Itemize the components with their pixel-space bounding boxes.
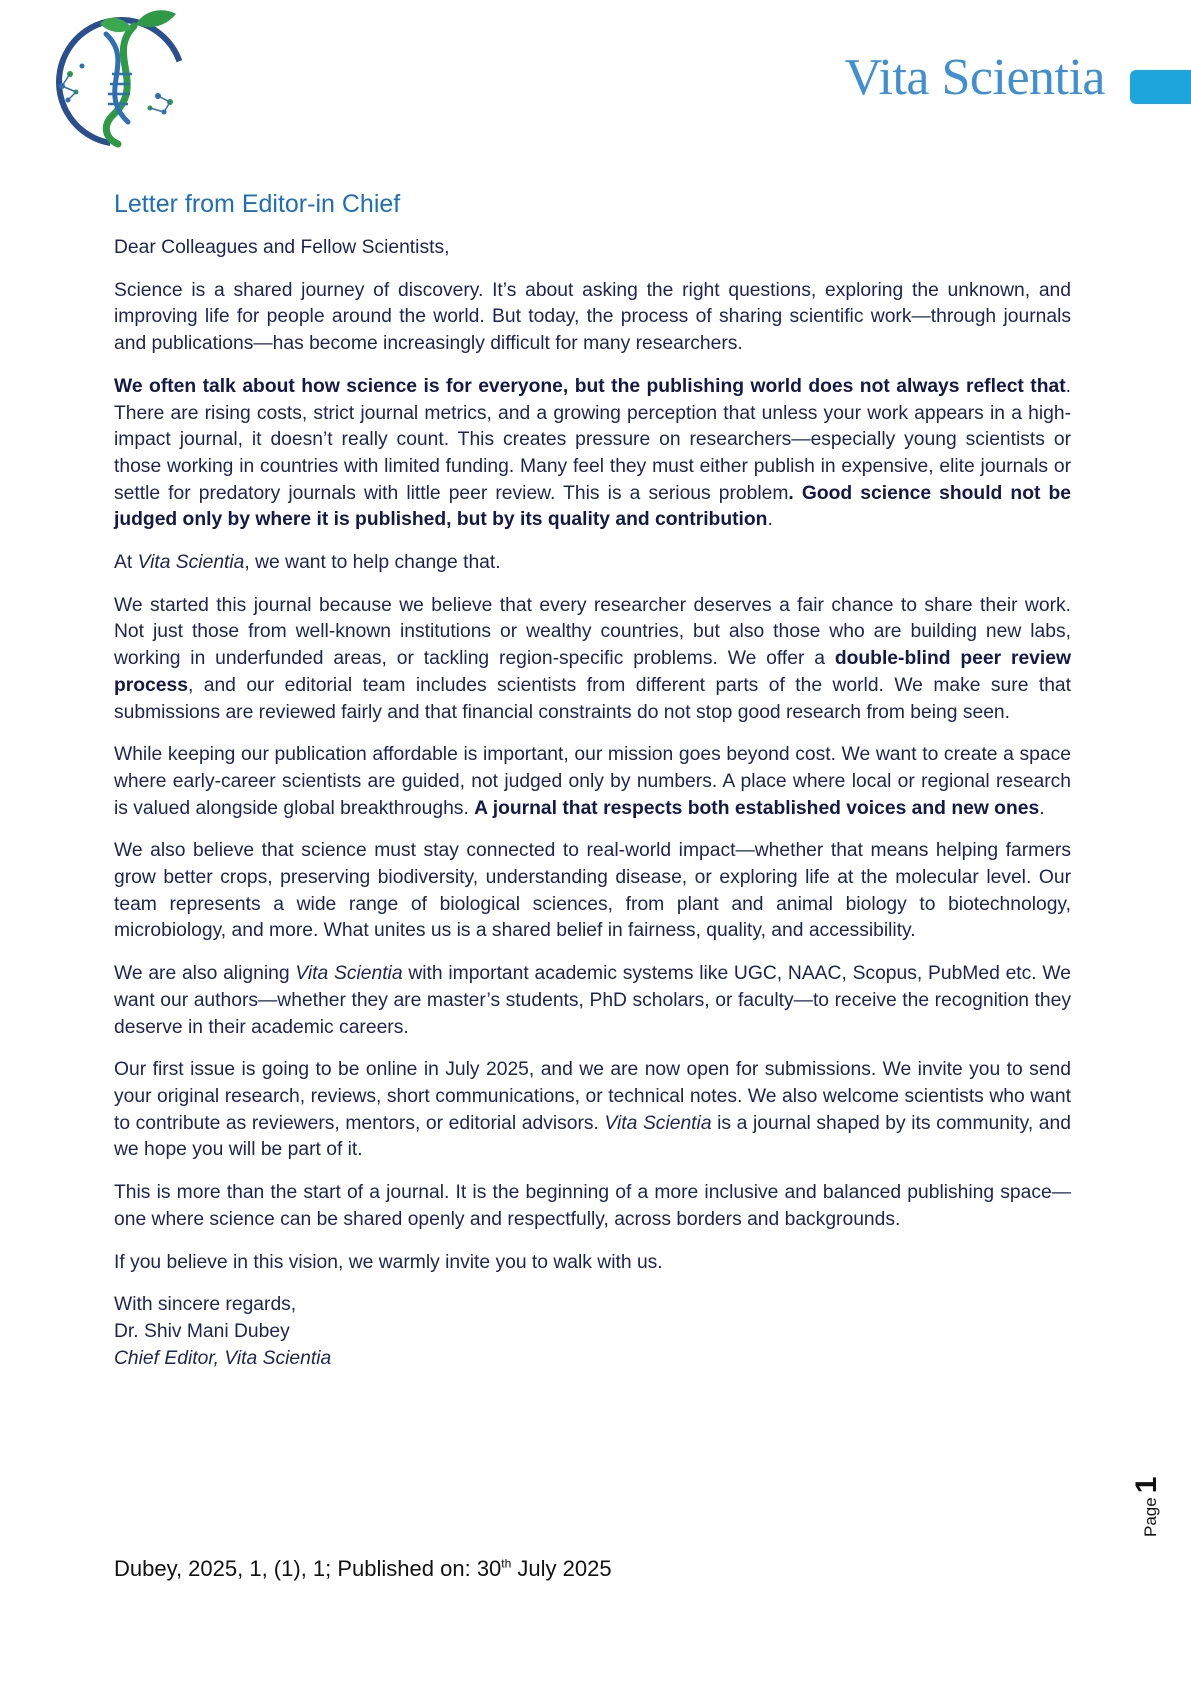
- body-text: is a journal shaped by its community, and we hope you will be part of it.: [114, 1112, 1071, 1161]
- citation-footer: [114, 1556, 612, 1582]
- citation-text: Dubey, 2025, 1, (1), 1; Published on: 30: [114, 1556, 502, 1581]
- page-label: Page: [1141, 1497, 1160, 1537]
- letter-body: [114, 188, 1071, 1372]
- signer-title-text: Chief Editor, Vita Scientia: [114, 1347, 332, 1369]
- signer-name: Dr. Shiv Mani Dubey: [114, 1320, 290, 1342]
- paragraph-invitation: If you believe in this vision, we warmly invite you to walk with us.: [114, 1251, 663, 1273]
- body-text: , and our editorial team includes scientists from different parts of the world. We make sure that submissions are reviewed fairly and that financial constraints do not stop good research from being seen.: [114, 674, 1071, 723]
- journal-name-italic: Vita Scientia: [295, 963, 403, 985]
- journal-title: Vita Scientia: [844, 49, 1105, 106]
- paragraph-vision: This is more than the start of a journal. It is the beginning of a more inclusive and balanced publishing space—one where science can be shared openly and respectfully, across borders and backgrounds.: [114, 1182, 1071, 1230]
- dna-helix-leaf-logo-icon: [46, 4, 196, 152]
- body-text: , we want to help change that.: [244, 552, 501, 574]
- salutation: Dear Colleagues and Fellow Scientists,: [114, 237, 450, 258]
- paragraph-real-world-impact: We also believe that science must stay connected to real-world impact—whether that means helping farmers grow better crops, preserving biodiversity, understanding disease, or exploring life at the molecular level. Our team represents a wide range of biological sciences, from plant and animal biology to biotechnology, microbiology, and more. What unites us is a shared belief in fairness, quality, and accessibility.: [114, 840, 1071, 942]
- paragraph-why-journal: [114, 593, 1071, 727]
- body-text: While keeping our publication affordable is important, our mission goes beyond cost. We want to create a space where early-career scientists are guided, not judged only by numbers. A place where local or regional research is valued alongside global breakthroughs.: [114, 744, 1071, 819]
- paragraph-intro: Science is a shared journey of discovery. It’s about asking the right questions, exploring the unknown, and improving life for people around the world. But today, the process of sharing scientific work—through journals and publications—has become increasingly difficult for many researchers.: [114, 279, 1071, 355]
- emphasis-text: A journal that respects both established voices and new ones: [474, 797, 1040, 819]
- body-text: with important academic systems like UGC, NAAC, Scopus, PubMed etc. We want our authors—whether they are master’s students, PhD scholars, or faculty—to receive the recognition they deserve in their academic careers.: [114, 963, 1071, 1038]
- emphasis-text: . Good science should not be judged only by where it is published, but by its quality and contribution: [114, 482, 1072, 531]
- signer-title: [114, 1346, 1071, 1373]
- body-text: .: [1039, 797, 1045, 819]
- paragraph-first-issue: [114, 1057, 1071, 1164]
- header-accent-tab: [1130, 70, 1191, 104]
- citation-superscript: th: [501, 1556, 512, 1571]
- closing-line: With sincere regards,: [114, 1294, 297, 1316]
- paragraph-academic-alignment: [114, 961, 1071, 1041]
- emphasis-text: double-blind peer review process: [114, 648, 1071, 696]
- paragraph-publishing-problem: [114, 374, 1071, 534]
- letter-heading: Letter from Editor-in Chief: [114, 190, 401, 218]
- body-text: We are also aligning: [114, 963, 296, 985]
- page-number: [1124, 1475, 1172, 1545]
- body-text: . There are rising costs, strict journal metrics, and a growing perception that unless your work appears in a high-impact journal, it doesn’t really count. This creates pressure on researchers—especially young scientists or those working in countries with limited funding. Many feel they must either publish in expensive, elite journals or settle for predatory journals with little peer review. This is a serious problem: [114, 375, 1071, 504]
- journal-name-italic: Vita Scientia: [604, 1112, 712, 1134]
- page-number-value: 1: [1130, 1476, 1163, 1494]
- signature-block: [114, 1292, 1071, 1372]
- body-text: We started this journal because we believe that every researcher deserves a fair chance to share their work. Not just those from well-known institutions or wealthy countries, but also those who are building new labs, working in underfunded areas, or tackling region-specific problems. We offer a: [114, 594, 1071, 670]
- journal-name-italic: Vita Scientia: [137, 552, 245, 574]
- paragraph-affordability: [114, 742, 1071, 822]
- body-text: .: [767, 509, 773, 531]
- citation-date: July 2025: [511, 1556, 612, 1581]
- body-text: At: [114, 552, 138, 574]
- paragraph-mission-intro: [114, 550, 1071, 577]
- emphasis-text: We often talk about how science is for everyone, but the publishing world does not always reflect that: [114, 375, 1066, 397]
- body-text: Our first issue is going to be online in July 2025, and we are now open for submissions. We invite you to send your original research, reviews, short communications, or technical notes. We also welcome scientists who want to contribute as reviewers, mentors, or editorial advisors.: [114, 1059, 1071, 1134]
